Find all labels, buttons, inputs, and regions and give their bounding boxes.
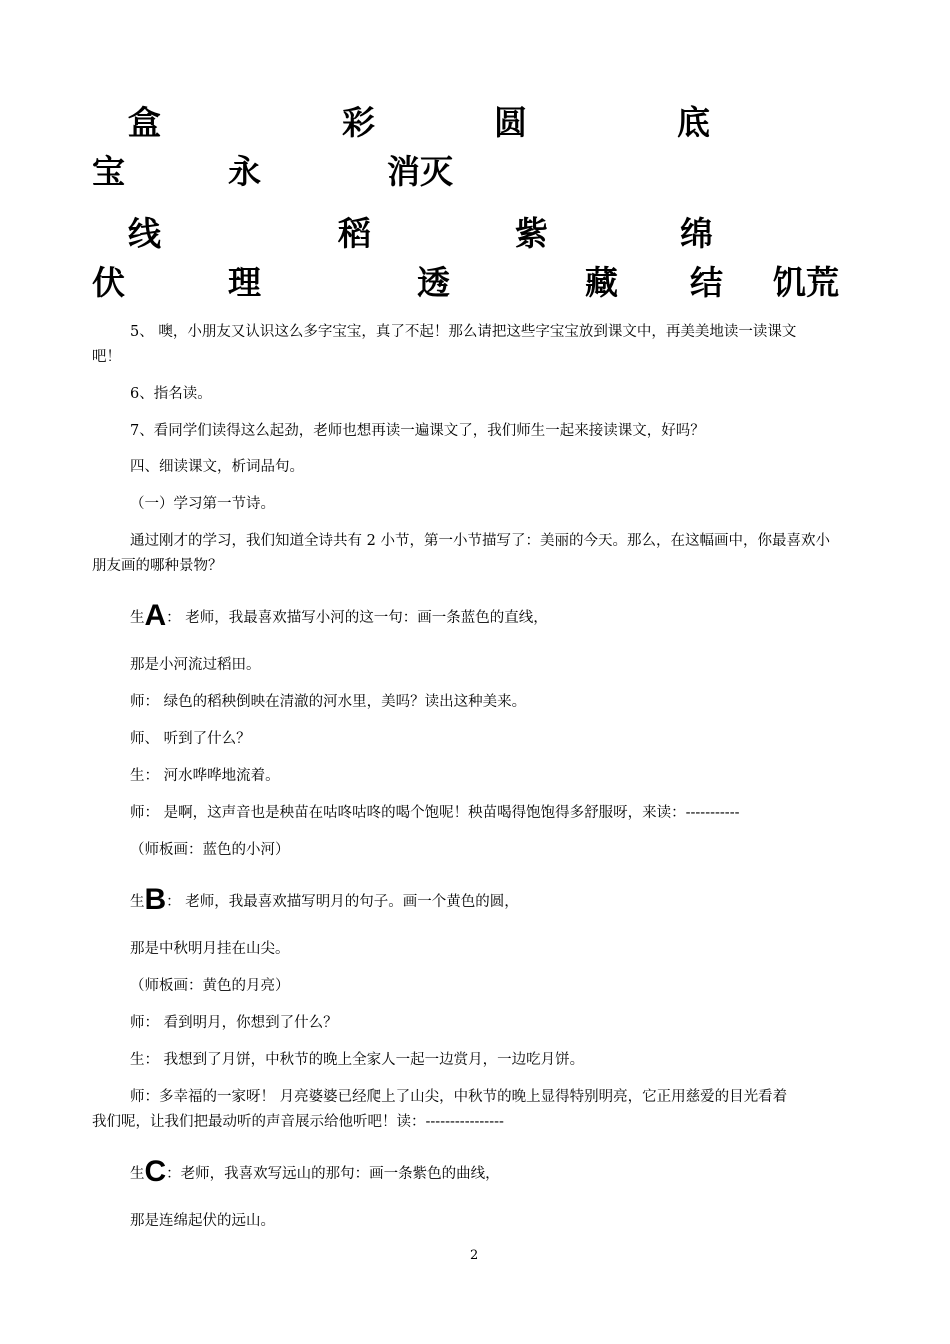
speaker-letter-a: A (144, 599, 167, 632)
dialogue-c-l2: 那是连绵起伏的远山。 (130, 1213, 275, 1229)
dialogue-a-l6: 师： 是啊，这声音也是秧苗在咕咚咕咚的喝个饱呢！秧苗喝得饱饱得多舒服呀，来读：----------- (130, 805, 740, 821)
speaker-prefix: 生 (130, 610, 145, 626)
char-row4-6: 饥荒 (773, 263, 839, 302)
student-a-line (130, 599, 548, 632)
intro-line2: 朋友画的哪种景物？ (92, 558, 223, 574)
dialogue-b-l6a: 师：多幸福的一家呀！ 月亮婆婆已经爬上了山尖，中秋节的晚上显得特别明亮，它正用慈爱的目光看着 (130, 1089, 788, 1105)
student-c-text: ：老师，我喜欢写远山的那句：画一条紫色的曲线， (166, 1166, 500, 1182)
para-5-line1: 5、 噢，小朋友又认识这么多字宝宝，真了不起！那么请把这些字宝宝放到课文中，再美美地读一读课文 (130, 324, 797, 340)
char-row4-3: 透 (417, 263, 450, 302)
char-row4-1: 伏 (92, 263, 125, 302)
char-row1-3: 圆 (494, 103, 527, 142)
dialogue-b-l6b: 我们呢，让我们把最动听的声音展示给他听吧！读：---------------- (92, 1114, 504, 1130)
char-row1-2: 彩 (342, 103, 375, 142)
char-row4-2: 理 (228, 263, 261, 302)
section-4-heading: 四、细读课文，析词品句。 (130, 459, 304, 475)
dialogue-b-l3: （师板画：黄色的月亮） (130, 978, 290, 994)
page-number: 2 (470, 1248, 479, 1263)
char-row3-1: 线 (128, 214, 161, 253)
student-c-line (130, 1155, 500, 1188)
char-row3-3: 紫 (515, 214, 548, 253)
char-row3-4: 绵 (680, 214, 713, 253)
dialogue-b-l2: 那是中秋明月挂在山尖。 (130, 941, 290, 957)
char-row2-1: 宝 (92, 152, 125, 191)
char-row1-1: 盒 (128, 103, 161, 142)
dialogue-a-l5: 生： 河水哗哗地流着。 (130, 768, 280, 784)
subsection-1-heading: （一）学习第一节诗。 (130, 496, 275, 512)
speaker-letter-b: B (144, 883, 167, 916)
char-row3-2: 稻 (338, 214, 371, 253)
speaker-prefix: 生 (130, 1166, 145, 1182)
speaker-letter-c: C (144, 1155, 167, 1188)
dialogue-a-l3: 师： 绿色的稻秧倒映在清澈的河水里，美吗？读出这种美来。 (130, 694, 527, 710)
dialogue-a-l4: 师、 听到了什么？ (130, 731, 251, 747)
char-row2-2: 永 (228, 152, 261, 191)
student-b-line (130, 883, 519, 916)
dialogue-b-l4: 师： 看到明月，你想到了什么？ (130, 1015, 338, 1031)
speaker-prefix: 生 (130, 894, 145, 910)
student-b-text: ： 老师，我最喜欢描写明月的句子。画一个黄色的圆， (166, 894, 519, 910)
para-5-line2: 吧！ (92, 349, 121, 365)
char-row2-3: 消灭 (387, 152, 453, 191)
para-7: 7、看同学们读得这么起劲，老师也想再读一遍课文了，我们师生一起来接读课文，好吗？ (130, 423, 705, 439)
student-a-text: ： 老师，我最喜欢描写小河的这一句：画一条蓝色的直线， (166, 610, 548, 626)
dialogue-b-l5: 生： 我想到了月饼，中秋节的晚上全家人一起一边赏月，一边吃月饼。 (130, 1052, 585, 1068)
intro-line1: 通过刚才的学习，我们知道全诗共有 2 小节，第一小节描写了：美丽的今天。那么，在这幅画中，你最喜欢小 (130, 533, 830, 549)
char-row4-4: 藏 (585, 263, 618, 302)
dialogue-a-l7: （师板画：蓝色的小河） (130, 842, 290, 858)
char-row4-5: 结 (690, 263, 723, 302)
para-6: 6、指名读。 (130, 386, 212, 402)
char-row1-4: 底 (677, 103, 710, 142)
dialogue-a-l2: 那是小河流过稻田。 (130, 657, 261, 673)
